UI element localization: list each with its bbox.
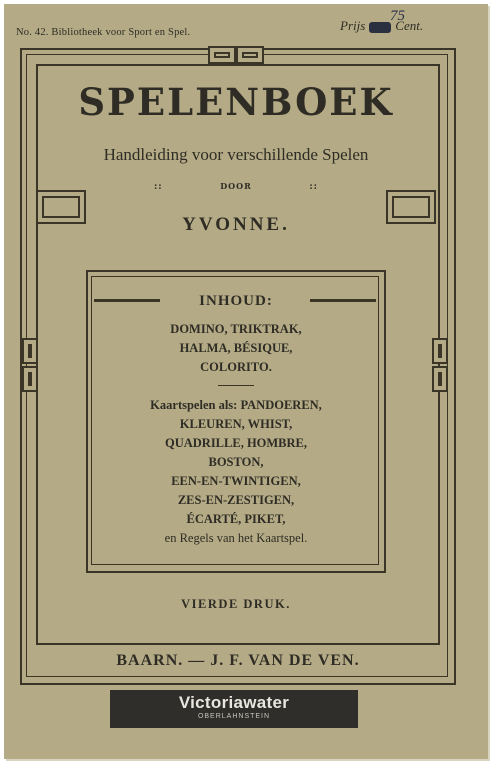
list-item: BOSTON, <box>208 455 264 469</box>
cardgames-list <box>90 396 382 548</box>
games-list <box>90 320 382 377</box>
side-ornament-left-2 <box>22 366 38 392</box>
author-name: YVONNE. <box>182 214 290 235</box>
list-item: EEN-EN-TWINTIGEN, <box>171 474 301 488</box>
list-item: COLORITO. <box>200 360 272 374</box>
sticker-brand: Victoriawater <box>178 693 290 712</box>
dots-left: :: <box>153 182 163 192</box>
book-subtitle: Handleiding voor verschillende Spelen <box>103 145 369 164</box>
book-title: SPELENBOEK <box>78 80 394 124</box>
dots-right: :: <box>309 182 319 192</box>
publisher-line: BAARN. — J. F. VAN DE VEN. <box>116 652 360 669</box>
series-line: No. 42. Bibliotheek voor Sport en Spel. <box>16 27 191 38</box>
price-label <box>340 8 424 34</box>
sticker-subtext: OBERLAHNSTEIN <box>197 713 271 720</box>
list-item: HALMA, BÉSIQUE, <box>179 341 293 355</box>
side-ornament-right-2 <box>432 366 448 392</box>
edition-label: VIERDE DRUK. <box>181 597 291 611</box>
list-item: Kaartspelen als: PANDOEREN, <box>150 398 322 412</box>
list-item: en Regels van het Kaartspel. <box>164 531 308 545</box>
side-ornament-right-1 <box>432 338 448 364</box>
list-item: KLEUREN, WHIST, <box>179 417 293 431</box>
price-handwritten: 75 <box>390 8 405 24</box>
list-item: QUADRILLE, HOMBRE, <box>164 436 308 450</box>
victoriawater-sticker <box>110 690 358 728</box>
list-item: ÉCARTÉ, PIKET, <box>186 512 286 526</box>
side-ornament-left-1 <box>22 338 38 364</box>
top-ornament-right <box>236 46 264 64</box>
contents-heading: INHOUD: <box>199 293 273 309</box>
ink-blot-icon <box>369 22 391 33</box>
list-item: ZES-EN-ZESTIGEN, <box>177 493 295 507</box>
price-suffix: Cent. <box>395 18 424 33</box>
by-label: DOOR <box>220 181 252 191</box>
price-prefix: Prijs <box>340 18 366 33</box>
by-line <box>40 181 432 192</box>
divider <box>218 385 254 386</box>
list-item: DOMINO, TRIKTRAK, <box>170 322 302 336</box>
top-ornament-left <box>208 46 236 64</box>
